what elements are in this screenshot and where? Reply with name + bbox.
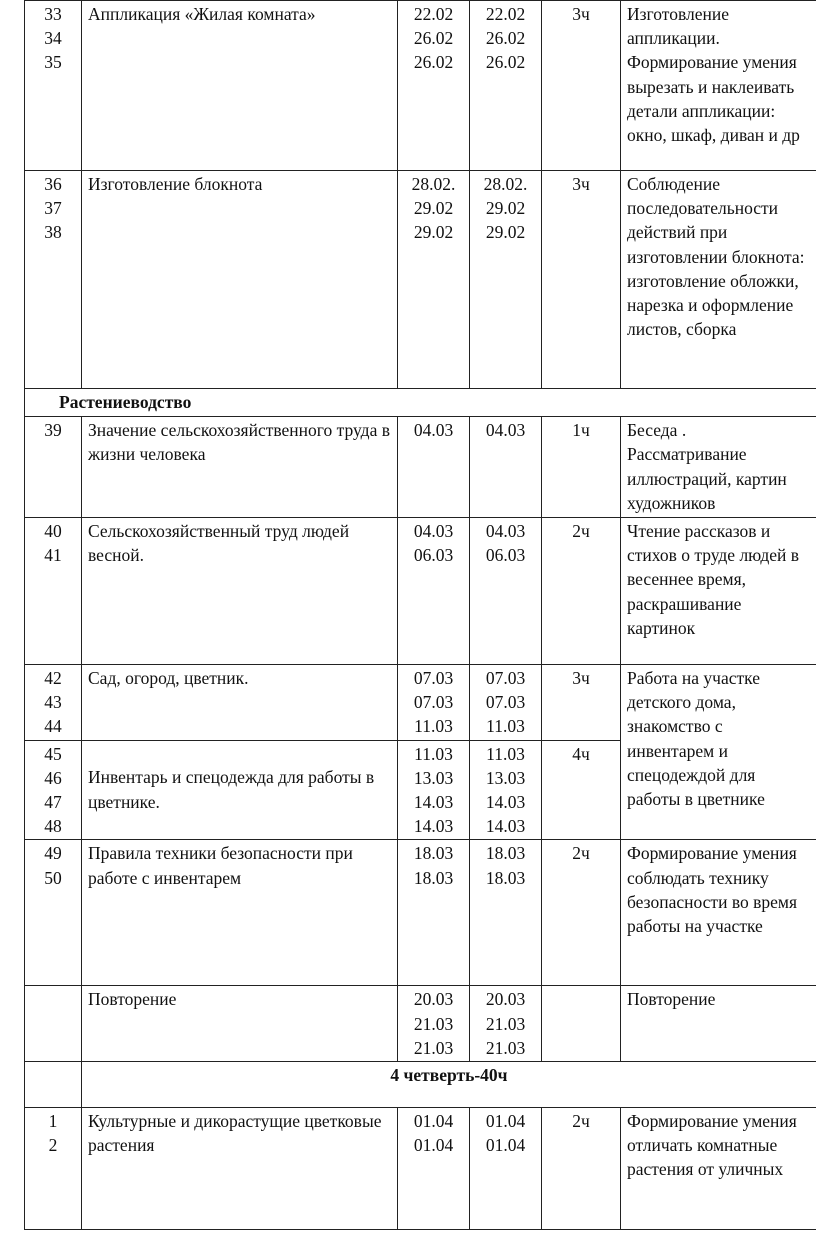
activity: Работа на участке детского дома, знакомство с инвентарем и спецодеждой для работы в цветнике <box>621 665 816 840</box>
planned-date: 20.03 21.03 21.03 <box>398 986 470 1062</box>
actual-date: 28.02. 29.02 29.02 <box>470 171 542 389</box>
lesson-topic: Инвентарь и спецодежда для работы в цветнике. <box>82 740 398 840</box>
actual-date: 22.02 26.02 26.02 <box>470 1 542 171</box>
lesson-topic: Повторение <box>82 986 398 1062</box>
hours: 3ч <box>542 171 621 389</box>
planned-date: 04.03 06.03 <box>398 518 470 665</box>
section-row <box>25 389 816 417</box>
lesson-topic: Изготовление блокнота <box>82 171 398 389</box>
lesson-topic: Значение сельскохозяйственного труда в жизни человека <box>82 417 398 518</box>
planned-date: 18.03 18.03 <box>398 840 470 986</box>
lesson-number: 39 <box>25 417 82 518</box>
actual-date: 18.03 18.03 <box>470 840 542 986</box>
lesson-topic: Сад, огород, цветник. <box>82 665 398 741</box>
lesson-number: 1 2 <box>25 1108 82 1230</box>
actual-date: 20.03 21.03 21.03 <box>470 986 542 1062</box>
hours: 3ч <box>542 665 621 741</box>
actual-date: 04.03 <box>470 417 542 518</box>
section-title: Растениеводство <box>59 392 192 412</box>
lesson-topic: Культурные и дикорастущие цветковые растения <box>82 1108 398 1230</box>
lesson-topic: Правила техники безопасности при работе с инвентарем <box>82 840 398 986</box>
activity: Повторение <box>621 986 816 1062</box>
lesson-number: 49 50 <box>25 840 82 986</box>
activity: Чтение рассказов и стихов о труде людей в весеннее время, раскрашивание картинок <box>621 518 816 665</box>
actual-date: 04.03 06.03 <box>470 518 542 665</box>
lesson-number: 45 46 47 48 <box>25 740 82 840</box>
section-heading <box>25 389 816 417</box>
activity: Формирование умения отличать комнатные растения от уличных <box>621 1108 816 1230</box>
hours: 2ч <box>542 1108 621 1230</box>
table-row <box>25 1108 816 1230</box>
planned-date: 11.03 13.03 14.03 14.03 <box>398 740 470 840</box>
planned-date: 28.02. 29.02 29.02 <box>398 171 470 389</box>
lesson-topic: Сельскохозяйственный труд людей весной. <box>82 518 398 665</box>
hours <box>542 986 621 1062</box>
lesson-number <box>25 986 82 1062</box>
hours: 3ч <box>542 1 621 171</box>
table-row <box>25 840 816 986</box>
table-row <box>25 518 816 665</box>
planned-date: 04.03 <box>398 417 470 518</box>
lesson-number: 33 34 35 <box>25 1 82 171</box>
planned-date: 01.04 01.04 <box>398 1108 470 1230</box>
actual-date: 01.04 01.04 <box>470 1108 542 1230</box>
hours: 4ч <box>542 740 621 840</box>
section-row <box>25 1062 816 1108</box>
lesson-number: 42 43 44 <box>25 665 82 741</box>
activity: Изготовление аппликации. Формирование умения вырезать и наклеивать детали аппликации: окно, шкаф, диван и др <box>621 1 816 171</box>
table-row <box>25 417 816 518</box>
lesson-number: 36 37 38 <box>25 171 82 389</box>
activity: Формирование умения соблюдать технику безопасности во время работы на участке <box>621 840 816 986</box>
lesson-topic: Аппликация «Жилая комната» <box>82 1 398 171</box>
hours: 1ч <box>542 417 621 518</box>
actual-date: 07.03 07.03 11.03 <box>470 665 542 741</box>
actual-date: 11.03 13.03 14.03 14.03 <box>470 740 542 840</box>
quarter-heading: 4 четверть-40ч <box>82 1062 816 1108</box>
activity: Соблюдение последовательности действий при изготовлении блокнота: изготовление обложки, нарезка и оформление листов, сборка <box>621 171 816 389</box>
table-row <box>25 986 816 1062</box>
hours: 2ч <box>542 840 621 986</box>
empty-cell <box>25 1062 82 1108</box>
table-row <box>25 171 816 389</box>
planned-date: 22.02 26.02 26.02 <box>398 1 470 171</box>
lesson-plan-table <box>24 0 816 1230</box>
table-row <box>25 1 816 171</box>
hours: 2ч <box>542 518 621 665</box>
lesson-number: 40 41 <box>25 518 82 665</box>
table-row <box>25 665 816 741</box>
planned-date: 07.03 07.03 11.03 <box>398 665 470 741</box>
activity: Беседа . Рассматривание иллюстраций, картин художников <box>621 417 816 518</box>
